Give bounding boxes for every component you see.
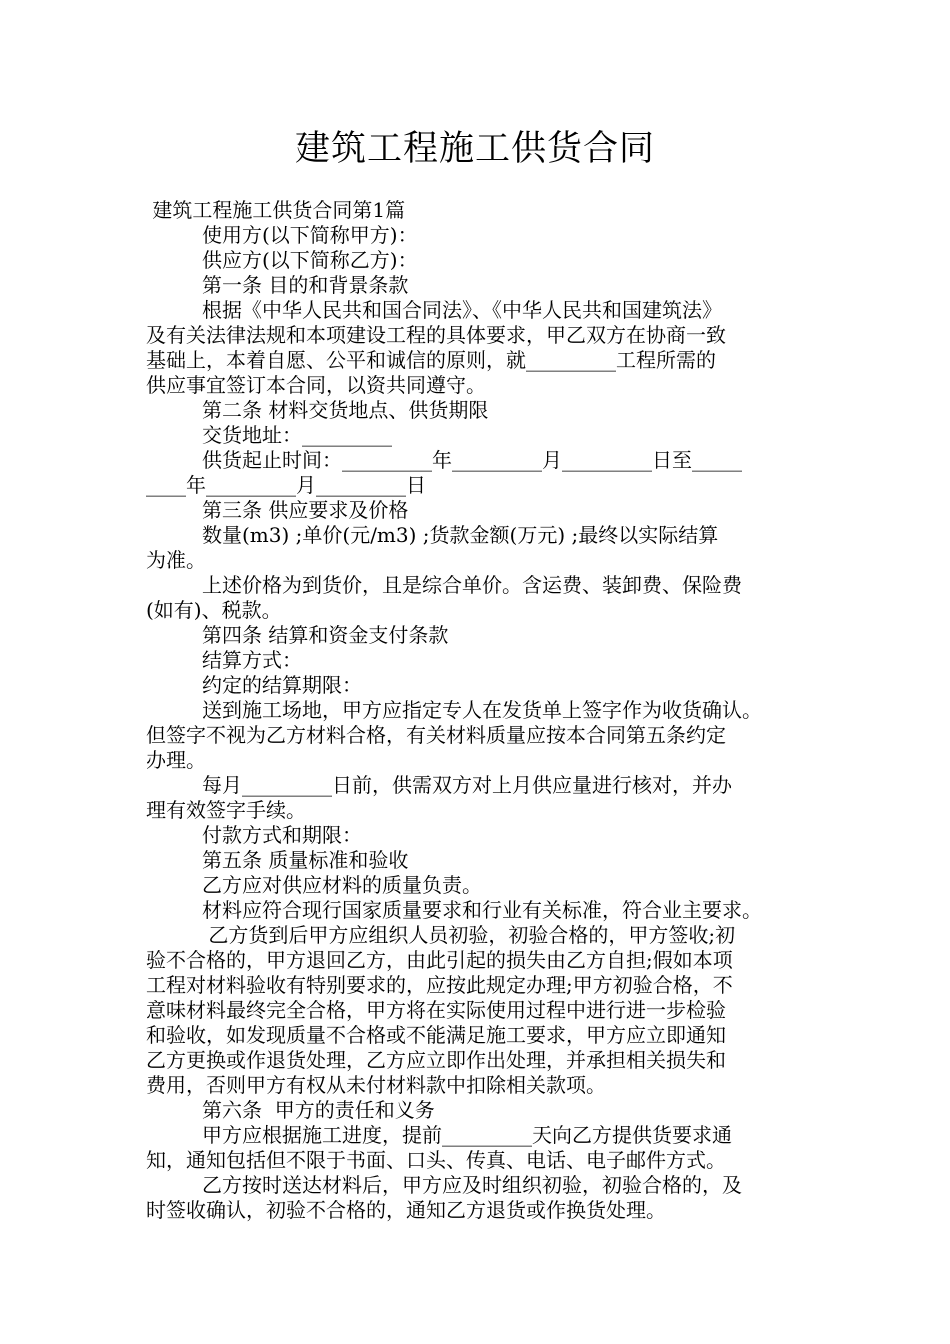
document-text-line: 及有关法律法规和本项建设工程的具体要求，甲乙双方在协商一致 [146,323,726,347]
document-text-line: 理有效签字手续。 [146,798,306,822]
document-text-line: 乙方更换或作退货处理，乙方应立即作出处理，并承担相关损失和 [146,1048,726,1072]
document-text-line: 验不合格的，甲方退回乙方，由此引起的损失由乙方自担;假如本项 [146,948,733,972]
document-text-line: 为准。 [146,548,206,572]
document-text-line: 供货起止时间：_________年_________月_________日至_____ [202,448,742,472]
document-text-line: 时签收确认，初验不合格的，通知乙方退货或作换货处理。 [146,1198,666,1222]
document-text-line: 付款方式和期限： [202,823,362,847]
document-text-line: 第六条 甲方的责任和义务 [202,1098,435,1122]
document-text-line: 根据《中华人民共和国合同法》、《中华人民共和国建筑法》 [202,298,722,322]
document-text-line: ____年_________月_________日 [146,473,426,497]
document-text-line: 第二条 材料交货地点、供货期限 [202,398,489,422]
document-text-line: 但签字不视为乙方材料合格，有关材料质量应按本合同第五条约定 [146,723,726,747]
document-text-line: 供应方(以下简称乙方)： [202,248,418,272]
document-text-line: 每月_________日前，供需双方对上月供应量进行核对，并办 [202,773,732,797]
document-text-line: 约定的结算期限： [202,673,362,697]
document-text-line: 基础上，本着自愿、公平和诚信的原则，就_________工程所需的 [146,348,716,372]
document-body [146,198,826,1223]
document-text-line: 送到施工场地，甲方应指定专人在发货单上签字作为收货确认。 [202,698,762,722]
document-text-line: 结算方式： [202,648,302,672]
document-text-line: 办理。 [146,748,206,772]
document-text-line: 工程对材料验收有特别要求的，应按此规定办理;甲方初验合格，不 [146,973,733,997]
document-text-line: 供应事宜签订本合同，以资共同遵守。 [146,373,486,397]
document-text-line: 数量(m3) ;单价(元/m3) ;货款金额(万元) ;最终以实际结算 [202,523,719,547]
document-text-line: 乙方应对供应材料的质量负责。 [202,873,482,897]
document-text-line: 第四条 结算和资金支付条款 [202,623,449,647]
document-text-line: 交货地址：_________ [202,423,392,447]
document-text-line: 甲方应根据施工进度，提前_________天向乙方提供货要求通 [202,1123,732,1147]
document-text-line: 乙方按时送达材料后，甲方应及时组织初验，初验合格的，及 [202,1173,742,1197]
document-text-line: 建筑工程施工供货合同第1篇 [146,198,406,222]
document-text-line: 第三条 供应要求及价格 [202,498,409,522]
document-text-line: 乙方货到后甲方应组织人员初验，初验合格的，甲方签收;初 [202,923,736,947]
document-text-line: 第一条 目的和背景条款 [202,273,409,297]
document-text-line: (如有)、税款。 [146,598,282,622]
document-text-line: 使用方(以下简称甲方)： [202,223,418,247]
document-text-line: 和验收，如发现质量不合格或不能满足施工要求，甲方应立即通知 [146,1023,726,1047]
document-title: 建筑工程施工供货合同 [294,129,655,169]
document-text-line: 第五条 质量标准和验收 [202,848,409,872]
document-text-line: 上述价格为到货价，且是综合单价。含运费、装卸费、保险费 [202,573,742,597]
document-text-line: 材料应符合现行国家质量要求和行业有关标准，符合业主要求。 [202,898,762,922]
document-text-line: 知，通知包括但不限于书面、口头、传真、电话、电子邮件方式。 [146,1148,726,1172]
document-text-line: 意味材料最终完全合格，甲方将在实际使用过程中进行进一步检验 [146,998,726,1022]
document-text-line: 费用，否则甲方有权从未付材料款中扣除相关款项。 [146,1073,606,1097]
